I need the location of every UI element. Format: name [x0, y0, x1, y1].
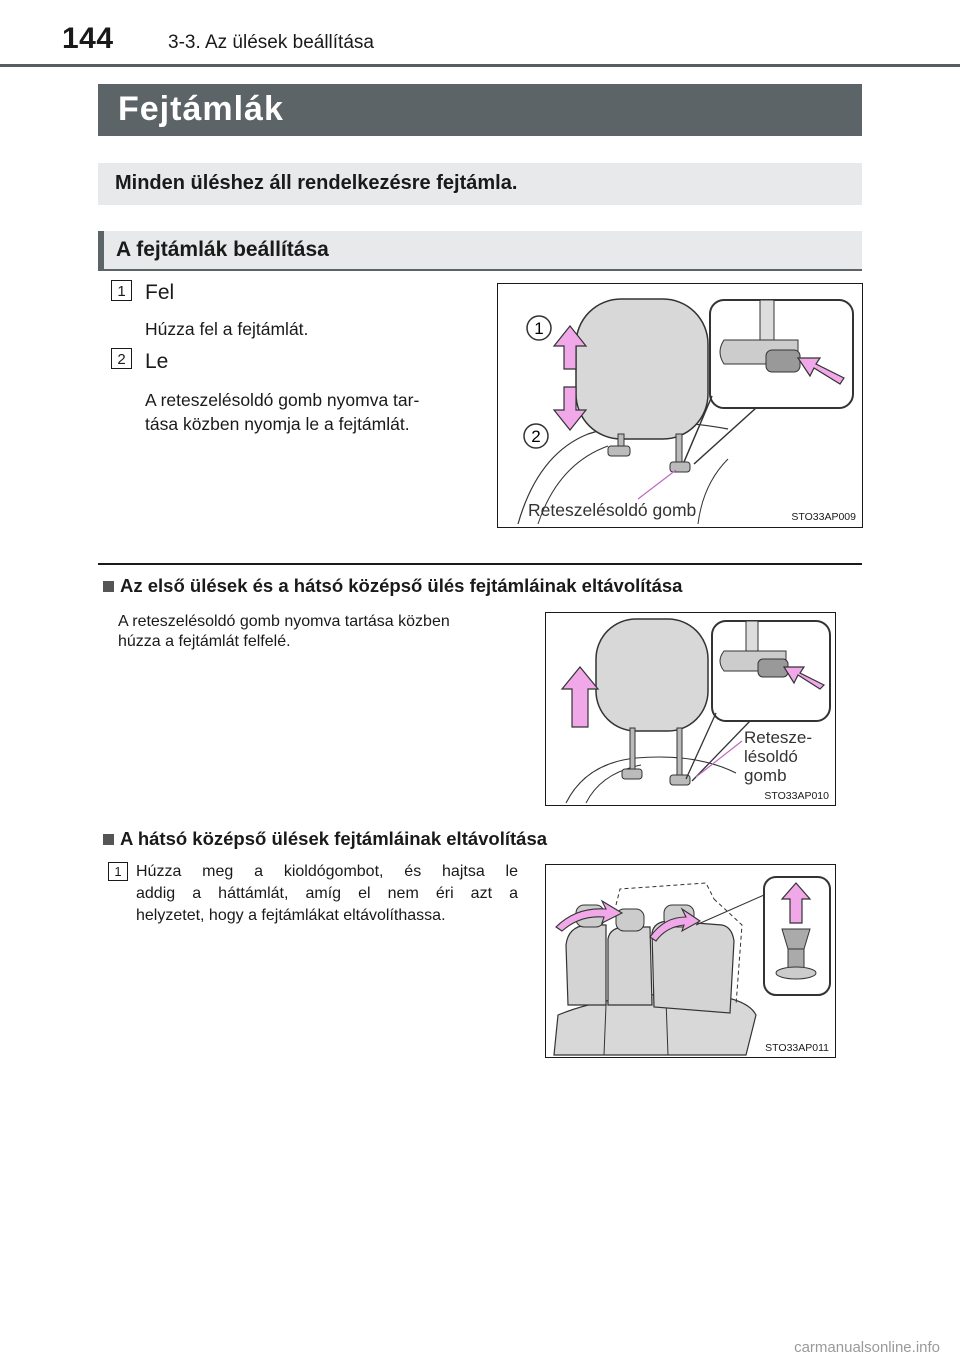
front-removal-heading [103, 575, 682, 597]
subsection-bar [98, 231, 862, 271]
rear-removal-line-1: Húzza meg a kioldógombot, és hajtsa le [136, 863, 518, 880]
watermark: carmanualsonline.info [794, 1339, 940, 1356]
page-number: 144 [62, 22, 114, 55]
rear-removal-line-2: addig a háttámlát, amíg el nem éri azt a [136, 885, 518, 902]
release-button-label-line-1: Retesze- [744, 728, 813, 747]
section-title: Fejtámlák [118, 90, 284, 128]
release-button-label-line-3: gomb [744, 766, 787, 785]
step-1-title: Fel [145, 281, 175, 304]
release-button-label-line-2: lésoldó [744, 747, 798, 766]
rear-removal-heading [103, 828, 547, 850]
step-2-description-line-2: tása közben nyomja le a fejtámlát. [145, 414, 410, 434]
front-removal-heading-text: Az első ülések és a hátsó középső ülés fejtámláinak eltávolítása [120, 575, 683, 596]
intro-box [98, 163, 862, 205]
rear-removal-line-3: helyzetet, hogy a fejtámlákat eltávolíthassa. [136, 907, 446, 924]
header-rule [0, 64, 960, 67]
step-1-number: 1 [111, 280, 132, 301]
rear-step-number: 1 [108, 862, 128, 881]
chapter-title: 3-3. Az ülések beállítása [168, 32, 374, 53]
front-removal-line-1: A reteszelésoldó gomb nyomva tartása közben [118, 613, 450, 630]
callout-1: 1 [534, 319, 544, 338]
intro-text: Minden üléshez áll rendelkezésre fejtámla. [115, 172, 518, 194]
rear-headrest-removal-figure [545, 864, 836, 1058]
square-bullet-icon [103, 581, 114, 592]
callout-2: 2 [531, 427, 541, 446]
headrest-adjust-figure [497, 283, 863, 528]
rear-seat-illustration [546, 865, 834, 1056]
front-removal-line-2: húzza a fejtámlát felfelé. [118, 633, 291, 650]
figure-3-code: STO33AP011 [765, 1042, 829, 1054]
square-bullet-icon [103, 834, 114, 845]
headrest-adjust-illustration [498, 284, 861, 526]
front-headrest-removal-illustration [546, 613, 834, 804]
step-2-description-line-1: A reteszelésoldó gomb nyomva tar- [145, 390, 420, 410]
figure-1-code: STO33AP009 [791, 511, 856, 523]
step-2-title: Le [145, 350, 169, 373]
rear-removal-heading-text: A hátsó középső ülések fejtámláinak eltávolítása [120, 828, 548, 849]
front-headrest-removal-figure [545, 612, 836, 806]
subsection-title: A fejtámlák beállítása [116, 238, 329, 261]
figure-2-code: STO33AP010 [764, 790, 829, 802]
section-title-bar [98, 84, 862, 136]
step-2-number: 2 [111, 348, 132, 369]
release-button-label: Reteszelésoldó gomb [528, 500, 697, 520]
divider-rule [98, 563, 862, 565]
step-1-description: Húzza fel a fejtámlát. [145, 319, 309, 339]
